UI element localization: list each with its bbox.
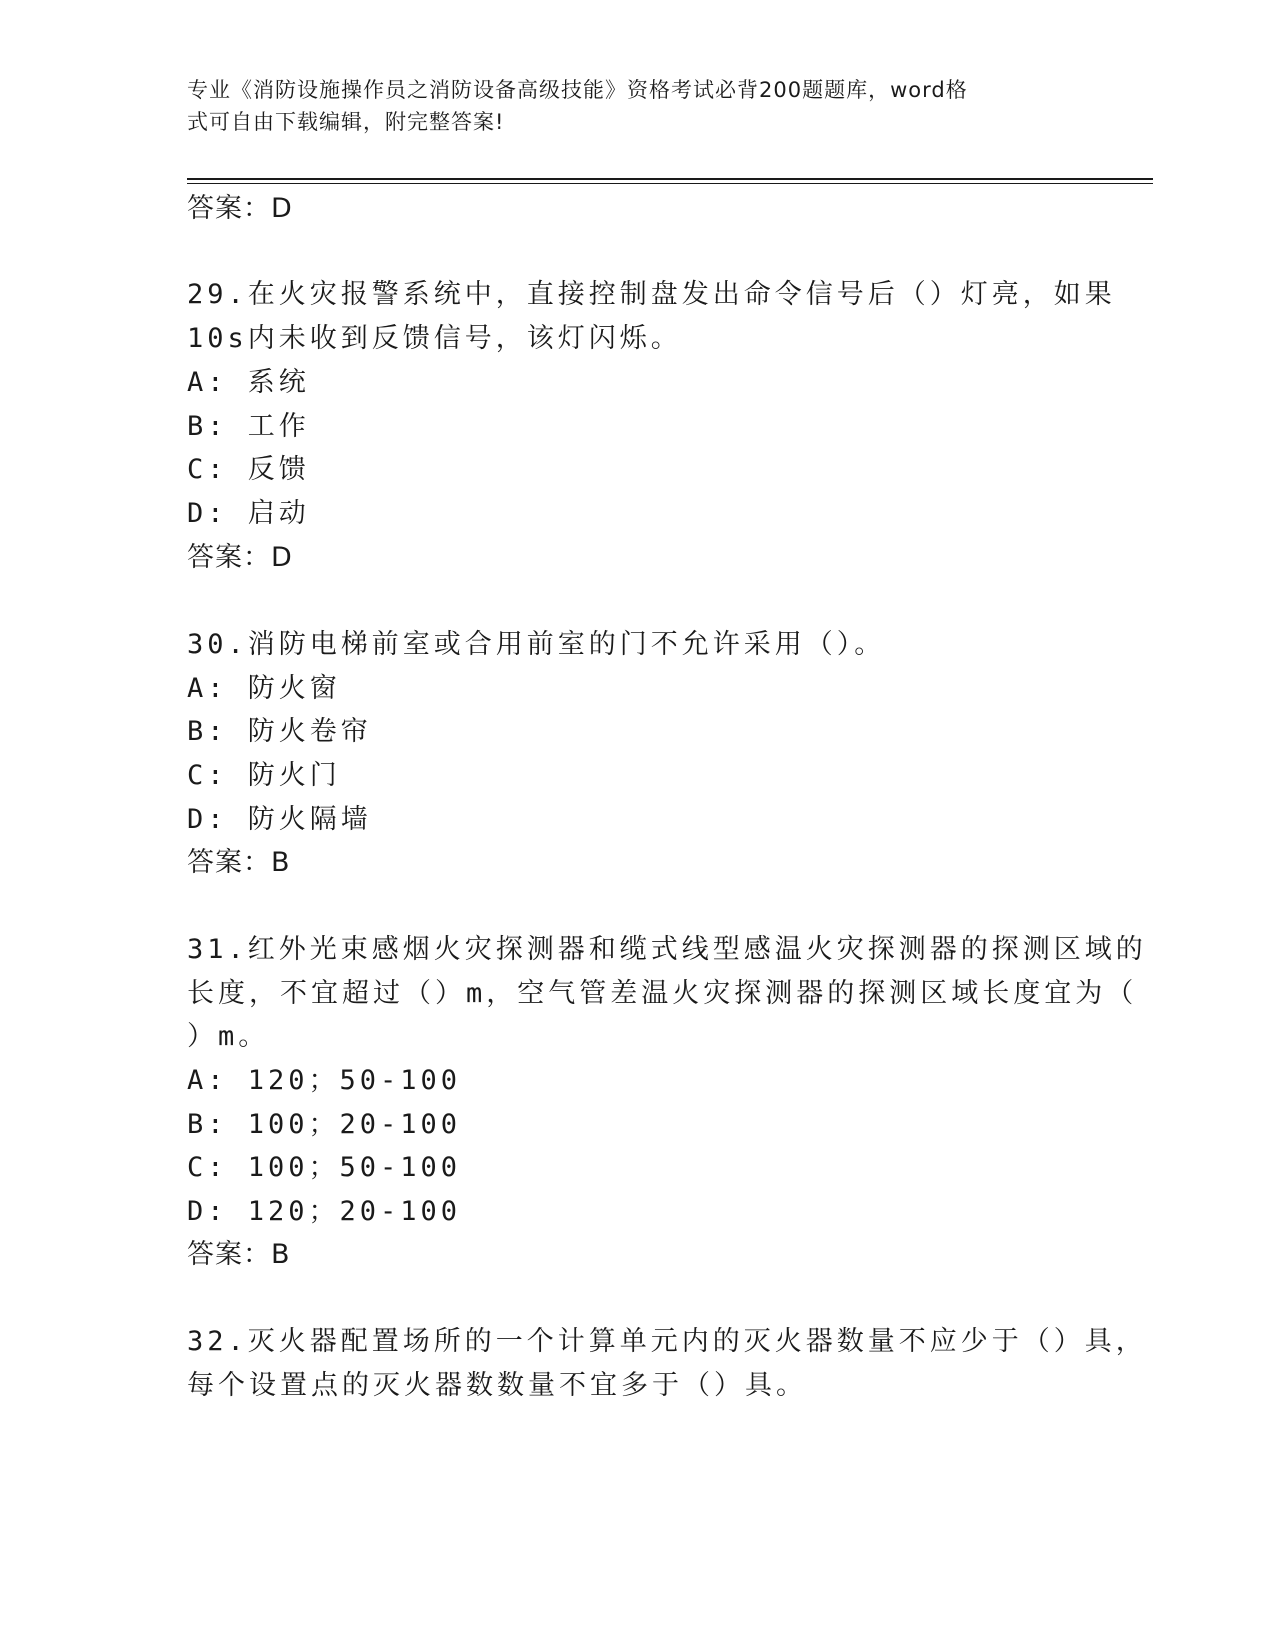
question-29-option-a: A: 系统: [187, 367, 310, 398]
question-31-line-1: 31.红外光束感烟火灾探测器和缆式线型感温火灾探测器的探测区域的: [187, 934, 1147, 965]
header-line-1: 专业《消防设施操作员之消防设备高级技能》资格考试必背200题题库，word格: [187, 78, 968, 102]
document-header: [187, 74, 1067, 138]
question-31-line-3: ）m。: [187, 1021, 270, 1052]
header-line-2: 式可自由下载编辑，附完整答案!: [187, 110, 505, 134]
question-29-answer: 答案：D: [187, 542, 293, 573]
question-30-option-c: C: 防火门: [187, 760, 341, 791]
question-32-line-2: 每个设置点的灭火器数数量不宜多于（）具。: [187, 1370, 807, 1401]
question-29-line-1: 29.在火灾报警系统中，直接控制盘发出命令信号后（）灯亮，如果: [187, 279, 1116, 310]
question-30-option-a: A: 防火窗: [187, 673, 341, 704]
question-30-option-b: B: 防火卷帘: [187, 716, 372, 747]
question-30-line-1: 30.消防电梯前室或合用前室的门不允许采用（）。: [187, 629, 886, 660]
question-30-answer: 答案：B: [187, 847, 291, 878]
question-31-option-d: D: 120；20-100: [187, 1196, 462, 1227]
question-31-option-c: C: 100；50-100: [187, 1152, 462, 1183]
question-29-option-c: C: 反馈: [187, 454, 310, 485]
question-29-option-b: B: 工作: [187, 411, 310, 442]
question-30-option-d: D: 防火隔墙: [187, 804, 372, 835]
question-31-line-2: 长度，不宜超过（）m，空气管差温火灾探测器的探测区域长度宜为（: [187, 978, 1138, 1009]
header-rule-thick: [187, 178, 1153, 180]
question-31-option-b: B: 100；20-100: [187, 1109, 462, 1140]
header-rule-thin: [187, 183, 1153, 184]
question-29-line-2: 10s内未收到反馈信号，该灯闪烁。: [187, 323, 682, 354]
question-29-option-d: D: 启动: [187, 498, 310, 529]
question-31-option-a: A: 120；50-100: [187, 1065, 462, 1096]
question-31-answer: 答案：B: [187, 1239, 291, 1270]
question-32-line-1: 32.灭火器配置场所的一个计算单元内的灭火器数量不应少于（）具，: [187, 1326, 1147, 1357]
answer-prev: 答案：D: [187, 193, 293, 224]
